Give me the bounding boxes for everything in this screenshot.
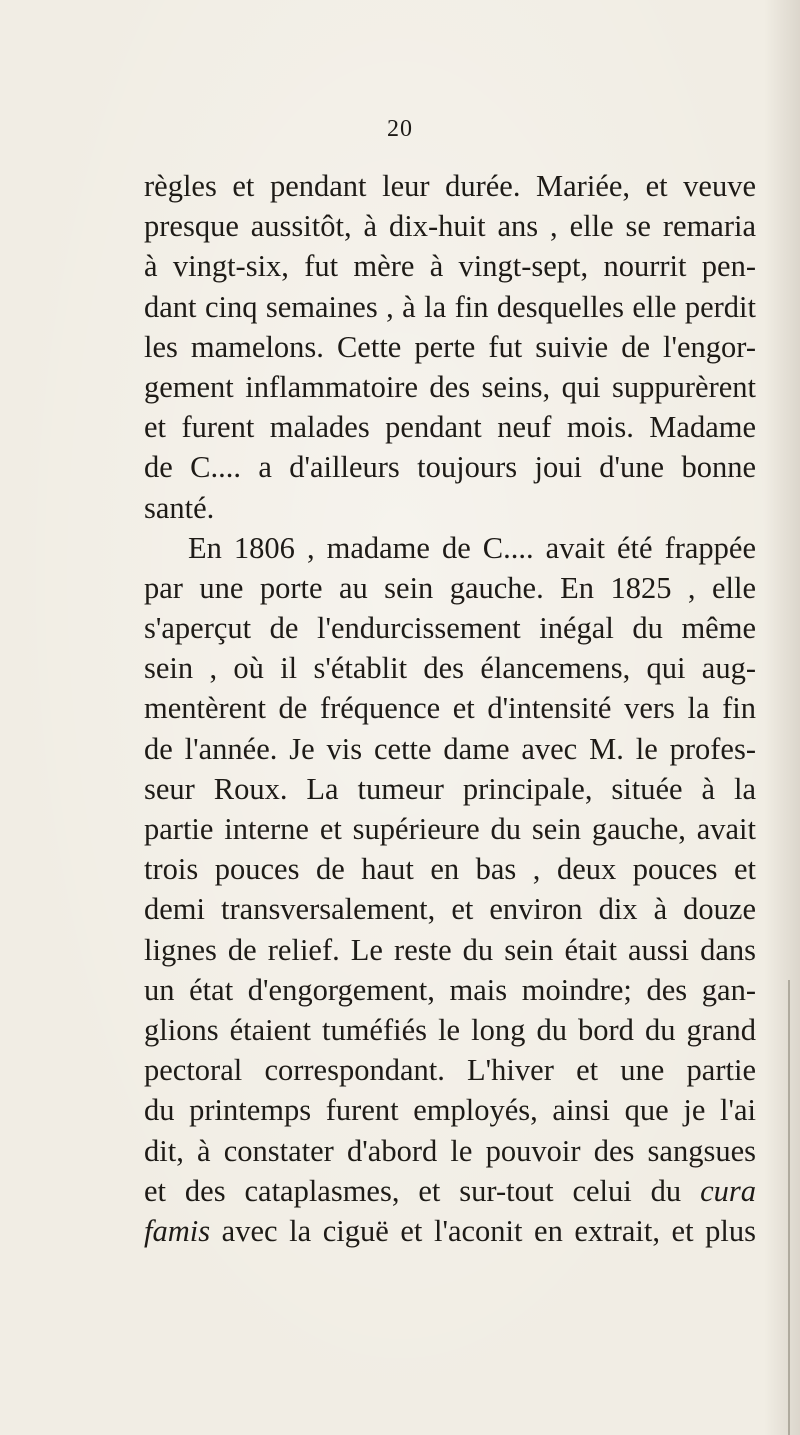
text-line: et furent malades pendant neuf mois. Madame bbox=[144, 410, 756, 445]
page-edge-line bbox=[788, 980, 790, 1435]
text-line: demi transversalement, et environ dix à douze bbox=[144, 892, 756, 927]
text-line-with-italic bbox=[144, 1211, 756, 1251]
text-line: trois pouces de haut en bas , deux pouces et bbox=[144, 852, 756, 887]
text-line: partie interne et supérieure du sein gauche, avait bbox=[144, 812, 756, 846]
text-line-start: et des cataplasmes, et sur-tout celui du bbox=[144, 1173, 682, 1208]
body-text bbox=[144, 166, 756, 1251]
text-line: s'aperçut de l'endurcissement inégal du même bbox=[144, 611, 756, 646]
text-line: glions étaient tuméfiés le long du bord du grand bbox=[144, 1012, 756, 1047]
text-line: gement inflammatoire des seins, qui suppurèrent bbox=[144, 369, 756, 404]
text-line: presque aussitôt, à dix-huit ans , elle se remaria bbox=[144, 209, 756, 244]
text-line: lignes de relief. Le reste du sein était aussi dans bbox=[144, 932, 756, 967]
page-number: 20 bbox=[387, 116, 413, 142]
italic-term: cura bbox=[700, 1173, 757, 1208]
text-line: les mamelons. Cette perte fut suivie de l'engor- bbox=[144, 329, 756, 364]
text-line: dit, à constater d'abord le pouvoir des sangsues bbox=[144, 1133, 756, 1168]
text-line: règles et pendant leur durée. Mariée, et veuve bbox=[144, 169, 756, 203]
italic-term: famis bbox=[144, 1213, 211, 1248]
text-line: mentèrent de fréquence et d'intensité vers la fin bbox=[144, 691, 756, 726]
text-line: à vingt-six, fut mère à vingt-sept, nourrit pen- bbox=[144, 249, 756, 284]
text-line: du printemps furent employés, ainsi que je l'ai bbox=[144, 1093, 756, 1128]
text-line: santé. bbox=[144, 490, 215, 525]
text-line-end: avec la ciguë et l'aconit en extrait, et plus bbox=[210, 1213, 756, 1248]
text-line: de l'année. Je vis cette dame avec M. le profes- bbox=[144, 731, 756, 766]
text-line: seur Roux. La tumeur principale, située à la bbox=[144, 771, 756, 806]
page-edge-shadow bbox=[764, 0, 800, 1435]
text-line: sein , où il s'établit des élancemens, qui aug- bbox=[144, 651, 756, 686]
text-line: dant cinq semaines , à la fin desquelles elle perdit bbox=[144, 289, 756, 324]
text-line: un état d'engorgement, mais moindre; des gan- bbox=[144, 972, 756, 1007]
text-line: pectoral correspondant. L'hiver et une partie bbox=[144, 1053, 756, 1088]
text-line-with-italic bbox=[144, 1171, 756, 1211]
text-line: de C.... a d'ailleurs toujours joui d'une bonne bbox=[144, 450, 756, 485]
paragraph-first-line: En 1806 , madame de C.... avait été frappée bbox=[188, 530, 756, 565]
text-line: par une porte au sein gauche. En 1825 , elle bbox=[144, 570, 756, 605]
